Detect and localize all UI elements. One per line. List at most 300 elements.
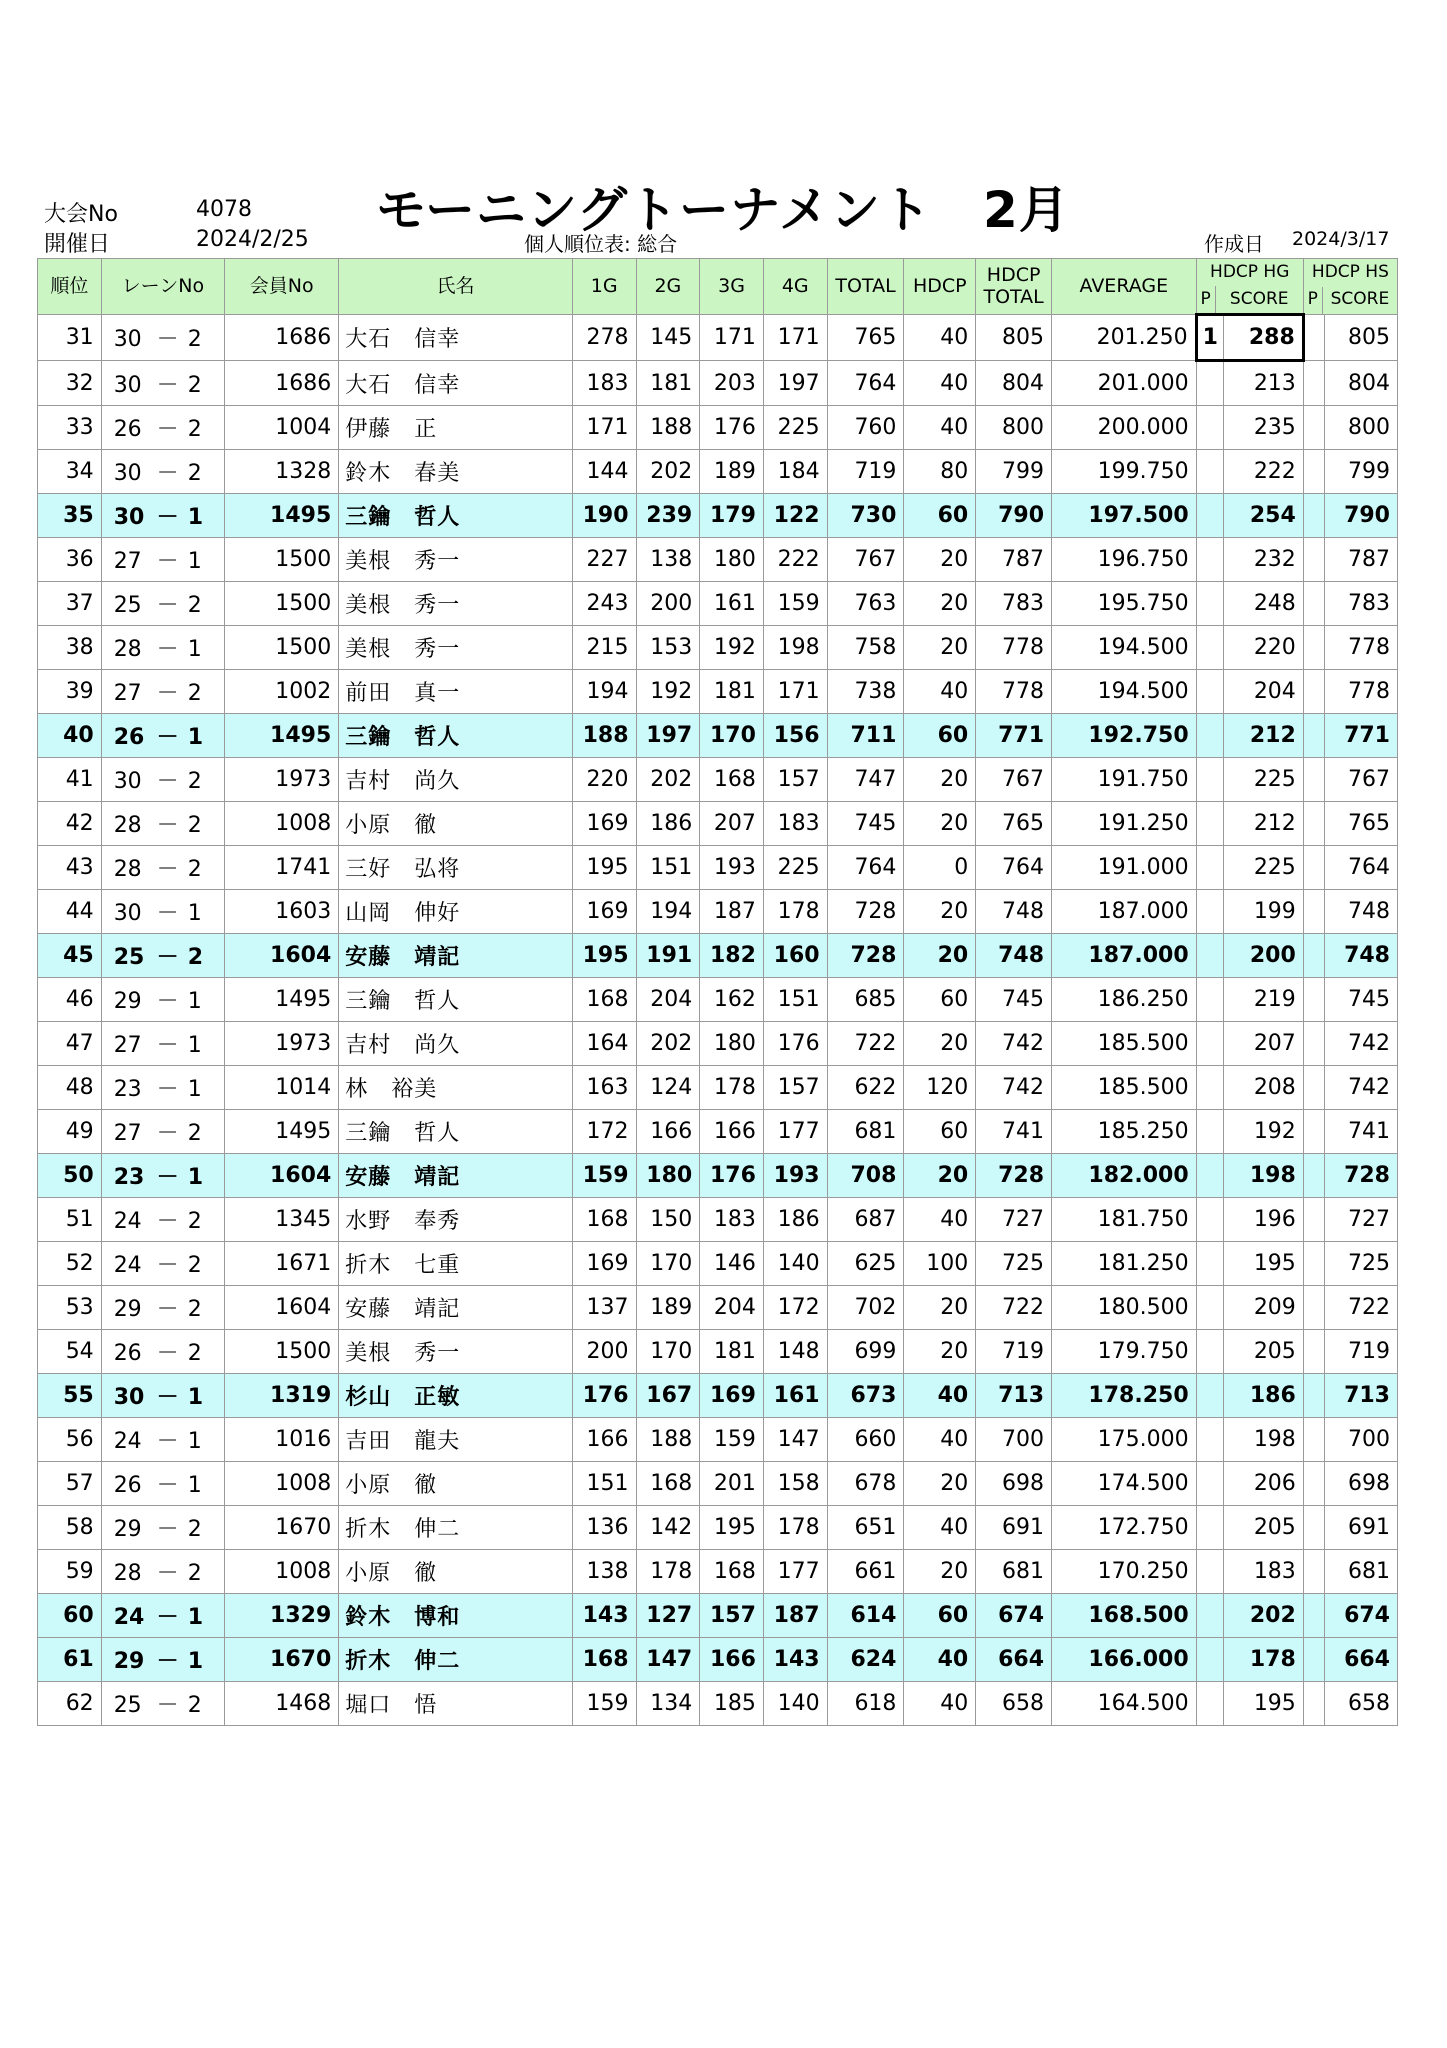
game1-cell: 171 xyxy=(572,406,636,450)
hg-place-cell xyxy=(1196,1022,1223,1066)
hg-score-cell: 205 xyxy=(1223,1330,1303,1374)
lane-side: 2 xyxy=(187,1693,202,1718)
hdcp-total-cell: 790 xyxy=(976,494,1052,538)
player-name-cell: 安藤 靖記 xyxy=(339,1154,573,1198)
lane-cell xyxy=(101,626,224,670)
game4-cell: 156 xyxy=(763,714,827,758)
hg-place-cell xyxy=(1196,406,1223,450)
game4-cell: 177 xyxy=(763,1110,827,1154)
hdcp-total-cell: 741 xyxy=(976,1110,1052,1154)
hdcp-cell: 60 xyxy=(904,494,976,538)
member-no-cell: 1329 xyxy=(225,1594,339,1638)
total-cell: 685 xyxy=(827,978,904,1022)
hs-place-cell xyxy=(1303,1506,1324,1550)
rank-cell: 57 xyxy=(38,1462,102,1506)
game4-cell: 171 xyxy=(763,670,827,714)
rank-cell: 49 xyxy=(38,1110,102,1154)
hs-place-cell xyxy=(1303,1330,1324,1374)
lane-cell xyxy=(101,1330,224,1374)
hs-place-cell xyxy=(1303,1154,1324,1198)
rank-cell: 59 xyxy=(38,1550,102,1594)
game2-cell: 168 xyxy=(636,1462,700,1506)
player-name-cell: 三鑰 哲人 xyxy=(339,1110,573,1154)
hdcp-total-cell: 700 xyxy=(976,1418,1052,1462)
lane-number: 29 xyxy=(113,1649,145,1674)
game3-cell: 168 xyxy=(700,1550,764,1594)
hs-place-cell xyxy=(1303,890,1324,934)
total-cell: 708 xyxy=(827,1154,904,1198)
hdcp-cell: 20 xyxy=(904,1330,976,1374)
lane-cell xyxy=(101,802,224,846)
average-cell: 178.250 xyxy=(1052,1374,1197,1418)
lane-number: 27 xyxy=(113,1121,142,1146)
game2-cell: 204 xyxy=(636,978,700,1022)
game1-cell: 243 xyxy=(572,582,636,626)
player-name-cell: 折木 伸二 xyxy=(339,1638,573,1682)
hs-score-cell: 727 xyxy=(1325,1198,1398,1242)
hs-score-cell: 664 xyxy=(1325,1638,1398,1682)
member-no-cell: 1002 xyxy=(225,670,339,714)
hg-place-cell xyxy=(1196,1198,1223,1242)
game2-cell: 191 xyxy=(636,934,700,978)
rank-cell: 31 xyxy=(38,315,102,361)
hs-score-cell: 767 xyxy=(1325,758,1398,802)
lane-side: 2 xyxy=(187,769,202,794)
hg-score-cell: 204 xyxy=(1223,670,1303,714)
game2-cell: 170 xyxy=(636,1330,700,1374)
game4-cell: 157 xyxy=(763,1066,827,1110)
player-name-cell: 小原 徹 xyxy=(339,1462,573,1506)
game1-cell: 168 xyxy=(572,1198,636,1242)
col-hdcp-total xyxy=(976,259,1052,315)
player-name-cell: 美根 秀一 xyxy=(339,626,573,670)
rank-cell: 39 xyxy=(38,670,102,714)
game3-cell: 171 xyxy=(700,315,764,361)
hg-score-cell: 198 xyxy=(1223,1418,1303,1462)
member-no-cell: 1495 xyxy=(225,494,339,538)
hdcp-total-cell: 767 xyxy=(976,758,1052,802)
average-cell: 168.500 xyxy=(1052,1594,1197,1638)
lane-number: 29 xyxy=(113,1517,142,1542)
lane-side: 2 xyxy=(187,813,202,838)
hdcp-cell: 40 xyxy=(904,1682,976,1726)
lane-number: 28 xyxy=(113,857,142,882)
hg-score-cell: 288 xyxy=(1223,315,1303,361)
lane-side: 1 xyxy=(187,1077,202,1102)
player-name-cell: 折木 伸二 xyxy=(339,1506,573,1550)
game3-cell: 176 xyxy=(700,406,764,450)
hg-score-cell: 207 xyxy=(1223,1022,1303,1066)
ranking-table xyxy=(37,258,1398,1726)
hs-score-cell: 765 xyxy=(1325,802,1398,846)
tournament-no-value: 4078 xyxy=(196,197,252,222)
hs-score-cell: 804 xyxy=(1325,361,1398,406)
hg-place-cell xyxy=(1196,978,1223,1022)
table-row xyxy=(38,1418,1398,1462)
rank-cell: 48 xyxy=(38,1066,102,1110)
average-cell: 191.750 xyxy=(1052,758,1197,802)
game1-cell: 190 xyxy=(572,494,636,538)
hdcp-cell: 40 xyxy=(904,670,976,714)
game1-cell: 159 xyxy=(572,1154,636,1198)
game1-cell: 215 xyxy=(572,626,636,670)
player-name-cell: 鈴木 博和 xyxy=(339,1594,573,1638)
game4-cell: 171 xyxy=(763,315,827,361)
lane-number: 29 xyxy=(113,989,142,1014)
hg-place-cell xyxy=(1196,1550,1223,1594)
table-row xyxy=(38,406,1398,450)
hdcp-total-cell: 719 xyxy=(976,1330,1052,1374)
member-no-cell: 1670 xyxy=(225,1506,339,1550)
average-cell: 181.250 xyxy=(1052,1242,1197,1286)
lane-cell xyxy=(101,670,224,714)
game1-cell: 168 xyxy=(572,978,636,1022)
lane-number: 24 xyxy=(113,1429,142,1454)
lane-number: 29 xyxy=(113,1297,142,1322)
game3-cell: 161 xyxy=(700,582,764,626)
rank-cell: 54 xyxy=(38,1330,102,1374)
game1-cell: 159 xyxy=(572,1682,636,1726)
player-name-cell: 小原 徹 xyxy=(339,802,573,846)
table-row xyxy=(38,1638,1398,1682)
lane-cell xyxy=(101,1638,224,1682)
player-name-cell: 林 裕美 xyxy=(339,1066,573,1110)
member-no-cell: 1500 xyxy=(225,1330,339,1374)
game1-cell: 163 xyxy=(572,1066,636,1110)
member-no-cell: 1495 xyxy=(225,714,339,758)
player-name-cell: 大石 信幸 xyxy=(339,361,573,406)
hdcp-cell: 60 xyxy=(904,978,976,1022)
average-cell: 192.750 xyxy=(1052,714,1197,758)
game3-cell: 146 xyxy=(700,1242,764,1286)
average-cell: 191.000 xyxy=(1052,846,1197,890)
game3-cell: 181 xyxy=(700,670,764,714)
lane-separator: － xyxy=(156,901,179,926)
game1-cell: 169 xyxy=(572,802,636,846)
hs-place-cell xyxy=(1303,538,1324,582)
average-cell: 164.500 xyxy=(1052,1682,1197,1726)
game2-cell: 151 xyxy=(636,846,700,890)
member-no-cell: 1495 xyxy=(225,1110,339,1154)
hs-score-cell: 698 xyxy=(1325,1462,1398,1506)
game3-cell: 201 xyxy=(700,1462,764,1506)
player-name-cell: 鈴木 春美 xyxy=(339,450,573,494)
average-cell: 199.750 xyxy=(1052,450,1197,494)
total-cell: 728 xyxy=(827,934,904,978)
game4-cell: 225 xyxy=(763,406,827,450)
lane-cell xyxy=(101,582,224,626)
created-date-value: 2024/3/17 xyxy=(1292,228,1390,250)
rank-cell: 53 xyxy=(38,1286,102,1330)
hdcp-total-cell: 742 xyxy=(976,1066,1052,1110)
lane-separator: － xyxy=(156,857,179,882)
average-cell: 179.750 xyxy=(1052,1330,1197,1374)
lane-side: 1 xyxy=(187,901,202,926)
lane-separator: － xyxy=(156,505,179,530)
game2-cell: 202 xyxy=(636,1022,700,1066)
hdcp-cell: 40 xyxy=(904,406,976,450)
hs-score-cell: 799 xyxy=(1325,450,1398,494)
hs-score-cell: 764 xyxy=(1325,846,1398,890)
game2-cell: 202 xyxy=(636,450,700,494)
lane-cell xyxy=(101,1242,224,1286)
lane-cell xyxy=(101,1110,224,1154)
lane-cell xyxy=(101,315,224,361)
hdcp-cell: 40 xyxy=(904,1198,976,1242)
game4-cell: 177 xyxy=(763,1550,827,1594)
hg-place-cell xyxy=(1196,1154,1223,1198)
rank-cell: 35 xyxy=(38,494,102,538)
lane-number: 26 xyxy=(113,1473,142,1498)
player-name-cell: 美根 秀一 xyxy=(339,538,573,582)
game1-cell: 138 xyxy=(572,1550,636,1594)
game1-cell: 194 xyxy=(572,670,636,714)
lane-side: 2 xyxy=(187,1121,202,1146)
hs-score-cell: 658 xyxy=(1325,1682,1398,1726)
hs-score-cell: 725 xyxy=(1325,1242,1398,1286)
hs-score-cell: 742 xyxy=(1325,1022,1398,1066)
game1-cell: 227 xyxy=(572,538,636,582)
hg-place-cell xyxy=(1196,1110,1223,1154)
game3-cell: 204 xyxy=(700,1286,764,1330)
hs-score-cell: 787 xyxy=(1325,538,1398,582)
hs-score-cell: 790 xyxy=(1325,494,1398,538)
average-cell: 175.000 xyxy=(1052,1418,1197,1462)
player-name-cell: 小原 徹 xyxy=(339,1550,573,1594)
lane-number: 27 xyxy=(113,681,142,706)
hs-score-cell: 745 xyxy=(1325,978,1398,1022)
hg-place-cell xyxy=(1196,582,1223,626)
lane-side: 2 xyxy=(187,1341,202,1366)
date-label: 開催日 xyxy=(44,232,111,257)
total-cell: 678 xyxy=(827,1462,904,1506)
hg-score-cell: 206 xyxy=(1223,1462,1303,1506)
lane-number: 30 xyxy=(113,1385,145,1410)
average-cell: 170.250 xyxy=(1052,1550,1197,1594)
lane-separator: － xyxy=(156,549,179,574)
game3-cell: 168 xyxy=(700,758,764,802)
game3-cell: 178 xyxy=(700,1066,764,1110)
game1-cell: 195 xyxy=(572,934,636,978)
game1-cell: 183 xyxy=(572,361,636,406)
player-name-cell: 山岡 伸好 xyxy=(339,890,573,934)
lane-number: 26 xyxy=(113,417,142,442)
lane-number: 23 xyxy=(113,1077,142,1102)
game1-cell: 195 xyxy=(572,846,636,890)
hg-score-cell: 178 xyxy=(1223,1638,1303,1682)
game2-cell: 147 xyxy=(636,1638,700,1682)
lane-cell xyxy=(101,934,224,978)
table-row xyxy=(38,1242,1398,1286)
table-row xyxy=(38,582,1398,626)
game2-cell: 189 xyxy=(636,1286,700,1330)
game4-cell: 161 xyxy=(763,1374,827,1418)
lane-separator: － xyxy=(156,1121,179,1146)
hs-score-cell: 722 xyxy=(1325,1286,1398,1330)
table-row xyxy=(38,846,1398,890)
player-name-cell: 美根 秀一 xyxy=(339,582,573,626)
game4-cell: 143 xyxy=(763,1638,827,1682)
member-no-cell: 1973 xyxy=(225,1022,339,1066)
table-row xyxy=(38,890,1398,934)
hs-place-cell xyxy=(1303,802,1324,846)
rank-cell: 61 xyxy=(38,1638,102,1682)
total-cell: 618 xyxy=(827,1682,904,1726)
lane-number: 28 xyxy=(113,1561,142,1586)
game4-cell: 183 xyxy=(763,802,827,846)
rank-cell: 51 xyxy=(38,1198,102,1242)
lane-separator: － xyxy=(156,1297,179,1322)
hg-score-cell: 192 xyxy=(1223,1110,1303,1154)
average-cell: 186.250 xyxy=(1052,978,1197,1022)
average-cell: 201.250 xyxy=(1052,315,1197,361)
hs-score-cell: 778 xyxy=(1325,670,1398,714)
game4-cell: 160 xyxy=(763,934,827,978)
lane-separator: － xyxy=(156,417,179,442)
lane-cell xyxy=(101,978,224,1022)
hdcp-total-cell: 787 xyxy=(976,538,1052,582)
table-row xyxy=(38,1374,1398,1418)
hdcp-cell: 40 xyxy=(904,1418,976,1462)
hs-score-cell: 700 xyxy=(1325,1418,1398,1462)
game2-cell: 142 xyxy=(636,1506,700,1550)
rank-cell: 38 xyxy=(38,626,102,670)
lane-separator: － xyxy=(156,1649,179,1674)
lane-cell xyxy=(101,538,224,582)
hdcp-cell: 20 xyxy=(904,1154,976,1198)
hdcp-cell: 20 xyxy=(904,934,976,978)
lane-separator: － xyxy=(156,725,179,750)
average-cell: 174.500 xyxy=(1052,1462,1197,1506)
lane-number: 30 xyxy=(113,505,145,530)
col-hs-score: SCORE xyxy=(1330,289,1390,310)
hg-score-cell: 208 xyxy=(1223,1066,1303,1110)
game3-cell: 166 xyxy=(700,1638,764,1682)
game4-cell: 140 xyxy=(763,1242,827,1286)
hg-score-cell: 195 xyxy=(1223,1242,1303,1286)
hg-place-cell xyxy=(1196,1682,1223,1726)
lane-side: 1 xyxy=(187,1429,202,1454)
game4-cell: 222 xyxy=(763,538,827,582)
hs-score-cell: 805 xyxy=(1325,315,1398,361)
player-name-cell: 杉山 正敏 xyxy=(339,1374,573,1418)
table-body xyxy=(38,315,1398,1726)
game3-cell: 176 xyxy=(700,1154,764,1198)
game3-cell: 193 xyxy=(700,846,764,890)
rank-cell: 55 xyxy=(38,1374,102,1418)
total-cell: 745 xyxy=(827,802,904,846)
total-cell: 767 xyxy=(827,538,904,582)
lane-side: 2 xyxy=(187,681,202,706)
game3-cell: 195 xyxy=(700,1506,764,1550)
table-row xyxy=(38,802,1398,846)
hg-place-cell xyxy=(1196,1506,1223,1550)
game1-cell: 164 xyxy=(572,1022,636,1066)
game2-cell: 181 xyxy=(636,361,700,406)
hs-place-cell xyxy=(1303,582,1324,626)
lane-separator: － xyxy=(156,989,179,1014)
lane-cell xyxy=(101,1418,224,1462)
hg-place-cell xyxy=(1196,538,1223,582)
member-no-cell: 1500 xyxy=(225,582,339,626)
hdcp-cell: 40 xyxy=(904,1506,976,1550)
lane-number: 24 xyxy=(113,1253,142,1278)
member-no-cell: 1008 xyxy=(225,1462,339,1506)
game2-cell: 150 xyxy=(636,1198,700,1242)
lane-separator: － xyxy=(156,327,179,352)
game3-cell: 185 xyxy=(700,1682,764,1726)
rank-cell: 60 xyxy=(38,1594,102,1638)
lane-separator: － xyxy=(156,1253,179,1278)
lane-side: 1 xyxy=(187,1473,202,1498)
total-cell: 622 xyxy=(827,1066,904,1110)
hg-score-cell: 198 xyxy=(1223,1154,1303,1198)
hdcp-total-cell: 748 xyxy=(976,934,1052,978)
hg-score-cell: 225 xyxy=(1223,846,1303,890)
game4-cell: 148 xyxy=(763,1330,827,1374)
hs-place-cell xyxy=(1303,1418,1324,1462)
game4-cell: 197 xyxy=(763,361,827,406)
player-name-cell: 折木 七重 xyxy=(339,1242,573,1286)
hs-place-cell xyxy=(1303,494,1324,538)
member-no-cell: 1345 xyxy=(225,1198,339,1242)
col-total: TOTAL xyxy=(827,259,904,315)
game2-cell: 127 xyxy=(636,1594,700,1638)
page-subtitle: 個人順位表: 総合 xyxy=(524,232,678,256)
hdcp-total-cell: 698 xyxy=(976,1462,1052,1506)
game3-cell: 189 xyxy=(700,450,764,494)
lane-number: 23 xyxy=(113,1165,145,1190)
lane-separator: － xyxy=(156,372,179,398)
hg-score-cell: 220 xyxy=(1223,626,1303,670)
hg-place-cell xyxy=(1196,494,1223,538)
total-cell: 722 xyxy=(827,1022,904,1066)
total-cell: 765 xyxy=(827,315,904,361)
game1-cell: 188 xyxy=(572,714,636,758)
player-name-cell: 安藤 靖記 xyxy=(339,1286,573,1330)
lane-separator: － xyxy=(156,1385,179,1410)
hg-place-cell xyxy=(1196,1330,1223,1374)
col-game3: 3G xyxy=(700,259,764,315)
game2-cell: 167 xyxy=(636,1374,700,1418)
rank-cell: 37 xyxy=(38,582,102,626)
table-row xyxy=(38,361,1398,406)
average-cell: 180.500 xyxy=(1052,1286,1197,1330)
lane-cell xyxy=(101,1154,224,1198)
total-cell: 699 xyxy=(827,1330,904,1374)
member-no-cell: 1500 xyxy=(225,626,339,670)
hg-score-cell: 202 xyxy=(1223,1594,1303,1638)
player-name-cell: 吉田 龍夫 xyxy=(339,1418,573,1462)
hs-place-cell xyxy=(1303,1374,1324,1418)
game3-cell: 180 xyxy=(700,1022,764,1066)
average-cell: 195.750 xyxy=(1052,582,1197,626)
hg-score-cell: 195 xyxy=(1223,1682,1303,1726)
game3-cell: 180 xyxy=(700,538,764,582)
average-cell: 172.750 xyxy=(1052,1506,1197,1550)
lane-number: 24 xyxy=(113,1209,142,1234)
lane-number: 25 xyxy=(113,593,142,618)
hs-place-cell xyxy=(1303,1682,1324,1726)
total-cell: 730 xyxy=(827,494,904,538)
rank-cell: 43 xyxy=(38,846,102,890)
game2-cell: 138 xyxy=(636,538,700,582)
hg-score-cell: 196 xyxy=(1223,1198,1303,1242)
hg-score-cell: 209 xyxy=(1223,1286,1303,1330)
game2-cell: 145 xyxy=(636,315,700,361)
lane-number: 25 xyxy=(113,945,145,970)
table-row xyxy=(38,1286,1398,1330)
